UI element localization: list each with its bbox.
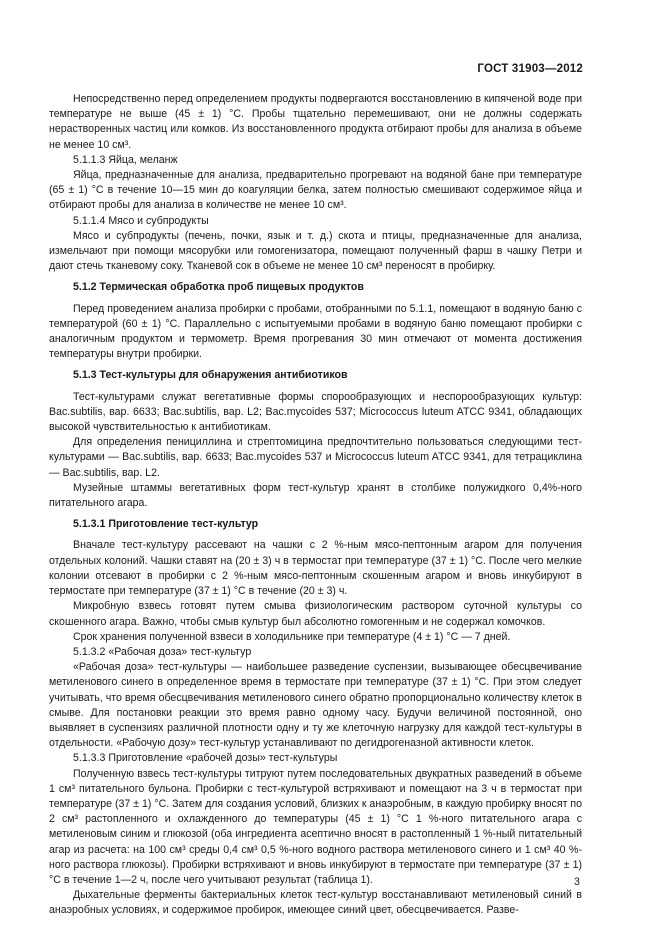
paragraph: Полученную взвесь тест-культуры титруют путем последовательных двукратных разведений в объеме 1 см³ питательного бульона. Пробирки с тест-культурой встряхивают и помещают на 3 ч в термостат при температуре (37 ± 1) °С. Затем для создания условий, близких к анаэробным, в каждую пробирку вносят по 2 см³ растопленного и охлажденного до температуры (45 ± 1) °С 1 %-ного питательного агара с метиленовым синим и глюкозой (оба ингредиента асептично вносят в растопленный 1 %-ный питательный агар из расчета: на 100 см³ среды 0,4 см³ 0,5 %-ного водного раствора метиленового синего и 1 см³ 40 %-ного раствора глюкозы). Пробирки встряхивают и вновь инкубируют в термостате при температуре (37 ± 1) °С в течение 1—2 ч, после чего учитывают результат (таблица 1). — [49, 767, 582, 886]
subsection-title: 5.1.3.3 Приготовление «рабочей дозы» тест-культуры — [73, 752, 338, 765]
subsection-title: 5.1.3.2 «Рабочая доза» тест-культур — [73, 645, 252, 658]
paragraph: Для определения пенициллина и стрептомицина предпочтительно пользоваться следующими тест-культурами — Bac.subtilis, вар. 6633; Bac.mycoides 537 и Micrococcus luteum ATCC 9341, для тетрациклина — Bac.subtilis, вар. L2. — [49, 436, 582, 479]
document-body — [49, 92, 582, 919]
paragraph: Дыхательные ферменты бактериальных клеток тест-культур восстанавливают метиленовый синий в анаэробных условиях, и содержимое пробирок, имеющее синий цвет, обесцвечивается. Разве- — [49, 889, 582, 917]
paragraph: Срок хранения полученной взвеси в холодильнике при температуре (4 ± 1) °С — 7 дней. — [73, 630, 511, 643]
paragraph: Мясо и субпродукты (печень, почки, язык и т. д.) скота и птицы, предназначенные для анализа, измельчают при помощи мясорубки или гомогенизатора, помещают полученный фарш в чашку Петри и дают стечь тканевому соку. Тканевой сок в объеме не менее 10 см³ переносят в пробирку. — [49, 229, 582, 273]
paragraph: Перед проведением анализа пробирки с пробами, отобранными по 5.1.1, помещают в водяную баню с температурой (60 ± 1) °С. Параллельно с испытуемыми пробами в водяную баню помещают пробирки с аналогичным продуктом и термометр. Время прогревания 30 мин отмечают от момента достижения температуры внутри пробирки. — [49, 302, 582, 361]
section-heading: 5.1.3 Тест-культуры для обнаружения антибиотиков — [73, 369, 348, 382]
document-header: ГОСТ 31903—2012 — [477, 63, 583, 75]
paragraph: Тест-культурами служат вегетативные формы спорообразующих и неспорообразующих культур: Bac.subtilis, вар. 6633; Bac.subtilis, вар. L2; Bac.mycoides 537; Micrococcus luteum ATCC 9341, обладающих высокой чувствительностью к антибиотикам. — [49, 390, 582, 434]
section-heading: 5.1.3.1 Приготовление тест-культур — [73, 518, 259, 531]
paragraph: Непосредственно перед определением продукты подвергаются восстановлению в кипяченой воде при температуре не выше (45 ± 1) °С. Пробы тщательно перемешивают, они не должны содержать нерастворенных частиц или комков. Из восстановленного продукта отбирают пробы для анализа в объеме не менее 10 см³. — [49, 93, 582, 151]
subsection-title: 5.1.1.3 Яйца, меланж — [73, 153, 178, 166]
paragraph: «Рабочая доза» тест-культуры — наибольшее разведение суспензии, вызывающее обесцвечивание метиленового синего в определенное время в термостате при температуре (37 ± 1) °С. При этом следует учитывать, что время обесцвечивания метиленового синего обратно пропорционально количеству клеток в смыве. Для постановки реакции это время равно одному часу. Будучи величиной постоянной, оно выявляет в суспензиях различной плотности одну и ту же клеточную нагрузку для каждой тест-культуры в отдельности. «Рабочую дозу» тест-культур устанавливают по дегидрогеназной активности клеток. — [49, 661, 582, 750]
paragraph: Вначале тест-культуру рассевают на чашки с 2 %-ным мясо-пептонным агаром для получения отдельных колоний. Чашки ставят на (20 ± 3) ч в термостат при температуре (37 ± 1) °С. После чего мелкие колонии отсевают в пробирки с 2 %-ным мясо-пептонным скошенным агаром и вновь инкубируют в термостате при температуре (37 ± 1) °С в течение (20 ± 3) ч. — [49, 539, 582, 598]
subsection-title: 5.1.1.4 Мясо и субпродукты — [73, 214, 209, 227]
paragraph: Музейные штаммы вегетативных форм тест-культур хранят в столбике полужидкого 0,4%-ного питательного агара. — [49, 481, 582, 510]
section-heading: 5.1.2 Термическая обработка проб пищевых продуктов — [73, 281, 364, 294]
paragraph: Микробную взвесь готовят путем смыва физиологическим раствором суточной культуры со скошенного агара. Важно, чтобы смыв культур был абсолютно гомогенным и не содержал комочков. — [49, 600, 582, 628]
page-number: 3 — [574, 876, 580, 888]
paragraph: Яйца, предназначенные для анализа, предварительно прогревают на водяной бане при температуре (65 ± 1) °С в течение 10—15 мин до коагуляции белка, затем полностью смешивают содержимое яйца и отбирают пробы для анализа в количестве не менее 10 см³. — [49, 169, 582, 212]
